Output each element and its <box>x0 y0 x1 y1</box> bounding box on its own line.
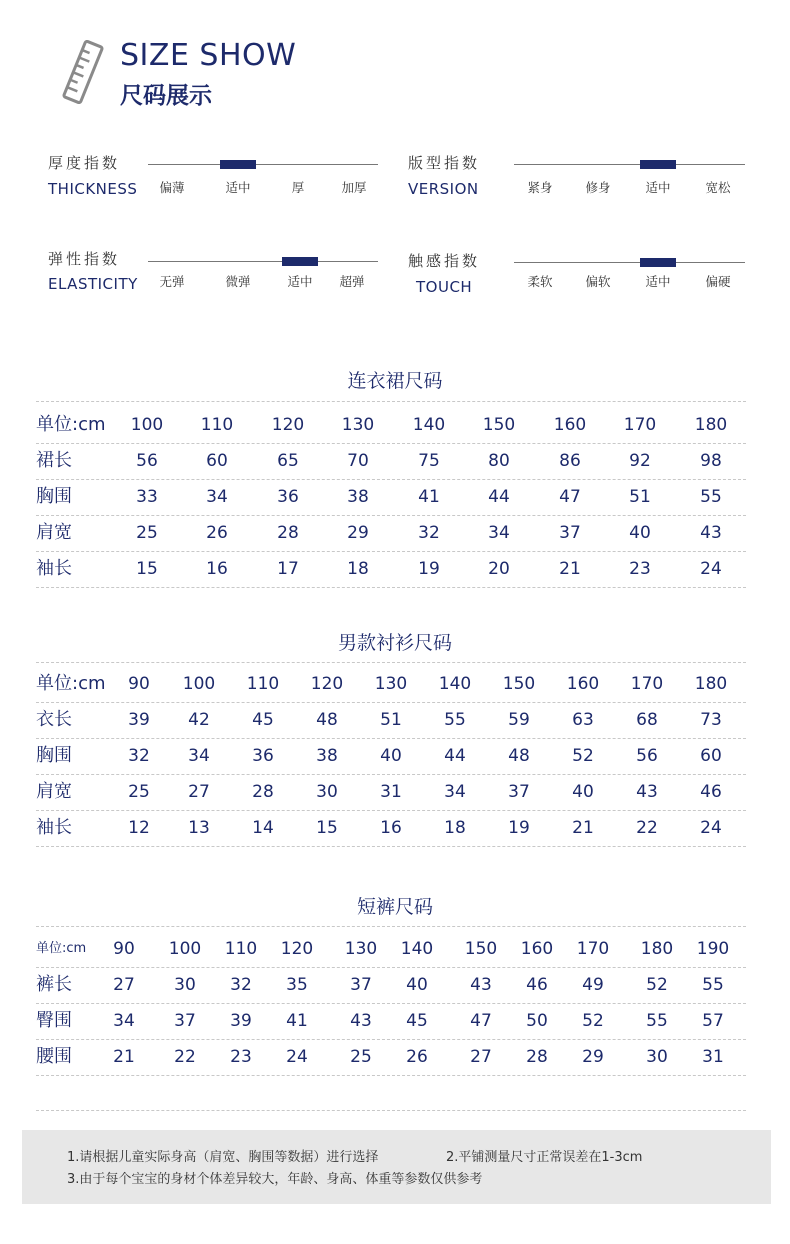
index-option: 修身 <box>585 180 611 195</box>
unit-label: 单位:cm <box>36 673 106 694</box>
table-cell: 43 <box>636 782 658 802</box>
table-cell: 27 <box>113 975 135 995</box>
table-cell: 26 <box>206 523 228 543</box>
table-row <box>36 551 746 588</box>
row-label: 胸围 <box>36 486 72 507</box>
table-cell: 43 <box>470 975 492 995</box>
index-option: 厚 <box>291 180 305 195</box>
table-cell: 40 <box>629 523 651 543</box>
unit-label: 单位:cm <box>36 941 87 956</box>
index-label-cn: 厚度指数 <box>48 154 121 172</box>
index-label-cn: 弹性指数 <box>48 250 121 268</box>
index-option: 微弹 <box>225 274 251 289</box>
size-header-cell: 180 <box>694 674 728 694</box>
size-header-cell: 160 <box>520 939 554 959</box>
size-header-cell: 170 <box>576 939 610 959</box>
table-cell: 21 <box>113 1047 135 1067</box>
table-cell: 48 <box>508 746 530 766</box>
size-header-cell: 110 <box>224 939 258 959</box>
table-cell: 49 <box>582 975 604 995</box>
index-option: 宽松 <box>705 180 731 195</box>
table-cell: 24 <box>700 818 722 838</box>
table-cell: 41 <box>418 487 440 507</box>
index-option: 适中 <box>645 274 671 289</box>
row-label: 胸围 <box>36 745 72 766</box>
table-cell: 13 <box>188 818 210 838</box>
table-cell: 28 <box>252 782 274 802</box>
page-title-en: SIZE SHOW <box>120 38 297 73</box>
page-title-cn: 尺码展示 <box>120 83 212 109</box>
table-cell: 51 <box>629 487 651 507</box>
note-3: 3.由于每个宝宝的身材个体差异较大，年龄、身高、体重等参数仅供参考 <box>67 1172 483 1187</box>
index-label-en: TOUCH <box>416 278 473 296</box>
row-label: 衣长 <box>36 709 72 730</box>
index-label-en: THICKNESS <box>48 180 138 198</box>
size-header-cell: 170 <box>630 674 664 694</box>
table-cell: 16 <box>380 818 402 838</box>
table-cell: 34 <box>444 782 466 802</box>
table-row <box>36 702 746 739</box>
table-cell: 25 <box>350 1047 372 1067</box>
table-cell: 32 <box>418 523 440 543</box>
table-cell: 30 <box>646 1047 668 1067</box>
size-header-cell: 180 <box>694 415 728 435</box>
table-cell: 29 <box>347 523 369 543</box>
index-option: 柔软 <box>527 274 553 289</box>
table-cell: 36 <box>277 487 299 507</box>
index-option: 偏软 <box>585 274 611 289</box>
table-cell: 33 <box>136 487 158 507</box>
size-header-cell: 130 <box>374 674 408 694</box>
size-header-cell: 130 <box>341 415 375 435</box>
row-label: 裙长 <box>36 450 72 471</box>
table-cell: 51 <box>380 710 402 730</box>
size-header-cell: 170 <box>623 415 657 435</box>
notes-panel <box>22 1130 771 1204</box>
size-header-cell: 140 <box>438 674 472 694</box>
table-cell: 35 <box>286 975 308 995</box>
table-cell: 20 <box>488 559 510 579</box>
table-cell: 36 <box>252 746 274 766</box>
size-header-cell: 120 <box>280 939 314 959</box>
table-top-divider <box>36 662 746 663</box>
table-cell: 31 <box>380 782 402 802</box>
table-cell: 75 <box>418 451 440 471</box>
size-header-cell: 120 <box>271 415 305 435</box>
table-cell: 21 <box>572 818 594 838</box>
size-header-cell: 190 <box>696 939 730 959</box>
index-option: 加厚 <box>341 180 367 195</box>
table-cell: 17 <box>277 559 299 579</box>
index-option: 适中 <box>645 180 671 195</box>
table-cell: 59 <box>508 710 530 730</box>
size-header-cell: 160 <box>553 415 587 435</box>
row-label: 裤长 <box>36 974 72 995</box>
table-title: 连衣裙尺码 <box>347 370 443 392</box>
table-row <box>36 1039 746 1076</box>
table-cell: 24 <box>286 1047 308 1067</box>
table-cell: 55 <box>646 1011 668 1031</box>
table-cell: 38 <box>347 487 369 507</box>
table-cell: 19 <box>418 559 440 579</box>
table-cell: 22 <box>636 818 658 838</box>
table-top-divider <box>36 401 746 402</box>
index-scale-line <box>514 164 745 165</box>
unit-label: 单位:cm <box>36 414 106 435</box>
table-cell: 68 <box>636 710 658 730</box>
table-cell: 32 <box>230 975 252 995</box>
table-cell: 52 <box>582 1011 604 1031</box>
table-row <box>36 810 746 847</box>
table-cell: 57 <box>702 1011 724 1031</box>
table-cell: 43 <box>700 523 722 543</box>
table-cell: 47 <box>559 487 581 507</box>
table-cell: 37 <box>174 1011 196 1031</box>
table-cell: 46 <box>700 782 722 802</box>
size-header-cell: 100 <box>130 415 164 435</box>
row-label: 肩宽 <box>36 522 72 543</box>
size-header-cell: 110 <box>246 674 280 694</box>
table-cell: 47 <box>470 1011 492 1031</box>
table-cell: 15 <box>136 559 158 579</box>
table-header-row <box>36 407 746 444</box>
table-header-row <box>36 931 746 968</box>
size-header-cell: 110 <box>200 415 234 435</box>
ruler-icon <box>60 40 106 104</box>
table-cell: 18 <box>347 559 369 579</box>
table-cell: 40 <box>572 782 594 802</box>
index-option: 无弹 <box>159 274 185 289</box>
table-cell: 26 <box>406 1047 428 1067</box>
table-cell: 80 <box>488 451 510 471</box>
table-cell: 27 <box>470 1047 492 1067</box>
table-cell: 44 <box>444 746 466 766</box>
table-cell: 63 <box>572 710 594 730</box>
table-cell: 65 <box>277 451 299 471</box>
index-scale-line <box>148 261 378 262</box>
table-cell: 38 <box>316 746 338 766</box>
table-cell: 18 <box>444 818 466 838</box>
index-scale-line <box>514 262 745 263</box>
table-cell: 29 <box>582 1047 604 1067</box>
index-selected-marker <box>282 257 318 266</box>
section-end-divider <box>36 1110 746 1111</box>
table-cell: 60 <box>700 746 722 766</box>
table-cell: 41 <box>286 1011 308 1031</box>
size-header-cell: 90 <box>113 939 135 959</box>
table-cell: 27 <box>188 782 210 802</box>
table-row <box>36 479 746 516</box>
table-cell: 30 <box>316 782 338 802</box>
table-row <box>36 967 746 1004</box>
index-selected-marker <box>220 160 256 169</box>
size-header-cell: 120 <box>310 674 344 694</box>
size-header-cell: 100 <box>182 674 216 694</box>
index-selected-marker <box>640 160 676 169</box>
row-label: 肩宽 <box>36 781 72 802</box>
index-label-en: ELASTICITY <box>48 275 138 293</box>
table-cell: 48 <box>316 710 338 730</box>
table-cell: 56 <box>136 451 158 471</box>
table-cell: 30 <box>174 975 196 995</box>
table-cell: 28 <box>526 1047 548 1067</box>
table-cell: 16 <box>206 559 228 579</box>
index-option: 偏硬 <box>705 274 731 289</box>
table-row <box>36 738 746 775</box>
table-cell: 52 <box>572 746 594 766</box>
table-cell: 24 <box>700 559 722 579</box>
row-label: 袖长 <box>36 558 72 579</box>
table-cell: 34 <box>488 523 510 543</box>
table-cell: 21 <box>559 559 581 579</box>
table-cell: 32 <box>128 746 150 766</box>
table-cell: 15 <box>316 818 338 838</box>
table-row <box>36 515 746 552</box>
table-cell: 34 <box>206 487 228 507</box>
table-cell: 86 <box>559 451 581 471</box>
index-option: 紧身 <box>527 180 553 195</box>
table-cell: 98 <box>700 451 722 471</box>
table-cell: 39 <box>230 1011 252 1031</box>
index-option: 超弹 <box>339 274 365 289</box>
table-cell: 14 <box>252 818 274 838</box>
table-cell: 28 <box>277 523 299 543</box>
table-title: 短裤尺码 <box>356 896 433 918</box>
size-header-cell: 130 <box>344 939 378 959</box>
table-cell: 22 <box>174 1047 196 1067</box>
size-header-cell: 150 <box>502 674 536 694</box>
table-cell: 73 <box>700 710 722 730</box>
table-cell: 45 <box>252 710 274 730</box>
note-2: 2.平铺测量尺寸正常误差在1-3cm <box>446 1150 643 1165</box>
index-option: 适中 <box>287 274 313 289</box>
note-1: 1.请根据儿童实际身高（肩宽、胸围等数据）进行选择 <box>67 1150 379 1165</box>
index-option: 适中 <box>225 180 251 195</box>
table-cell: 23 <box>230 1047 252 1067</box>
table-cell: 44 <box>488 487 510 507</box>
table-cell: 55 <box>444 710 466 730</box>
table-cell: 45 <box>406 1011 428 1031</box>
index-label-cn: 版型指数 <box>408 154 481 172</box>
row-label: 腰围 <box>36 1046 72 1067</box>
size-header-cell: 180 <box>640 939 674 959</box>
index-label-cn: 触感指数 <box>408 252 481 270</box>
table-header-row <box>36 666 746 703</box>
table-cell: 25 <box>136 523 158 543</box>
size-header-cell: 100 <box>168 939 202 959</box>
index-scale-line <box>148 164 378 165</box>
table-cell: 56 <box>636 746 658 766</box>
size-header-cell: 90 <box>128 674 150 694</box>
index-label-en: VERSION <box>408 180 479 198</box>
row-label: 袖长 <box>36 817 72 838</box>
table-cell: 25 <box>128 782 150 802</box>
index-selected-marker <box>640 258 676 267</box>
table-cell: 12 <box>128 818 150 838</box>
table-cell: 70 <box>347 451 369 471</box>
size-header-cell: 150 <box>464 939 498 959</box>
table-cell: 50 <box>526 1011 548 1031</box>
row-label: 臀围 <box>36 1010 72 1031</box>
table-cell: 55 <box>700 487 722 507</box>
table-cell: 39 <box>128 710 150 730</box>
table-title: 男款衬衫尺码 <box>337 632 452 654</box>
table-cell: 31 <box>702 1047 724 1067</box>
table-top-divider <box>36 926 746 927</box>
table-cell: 34 <box>188 746 210 766</box>
table-cell: 34 <box>113 1011 135 1031</box>
table-cell: 55 <box>702 975 724 995</box>
table-cell: 52 <box>646 975 668 995</box>
size-header-cell: 150 <box>482 415 516 435</box>
table-cell: 42 <box>188 710 210 730</box>
table-cell: 40 <box>406 975 428 995</box>
table-cell: 40 <box>380 746 402 766</box>
table-row <box>36 774 746 811</box>
table-cell: 19 <box>508 818 530 838</box>
table-row <box>36 443 746 480</box>
table-cell: 43 <box>350 1011 372 1031</box>
size-header-cell: 140 <box>400 939 434 959</box>
table-row <box>36 1003 746 1040</box>
table-cell: 37 <box>508 782 530 802</box>
table-cell: 23 <box>629 559 651 579</box>
table-cell: 46 <box>526 975 548 995</box>
size-header-cell: 160 <box>566 674 600 694</box>
table-cell: 92 <box>629 451 651 471</box>
table-cell: 37 <box>350 975 372 995</box>
table-cell: 60 <box>206 451 228 471</box>
index-option: 偏薄 <box>159 180 185 195</box>
table-cell: 37 <box>559 523 581 543</box>
size-header-cell: 140 <box>412 415 446 435</box>
